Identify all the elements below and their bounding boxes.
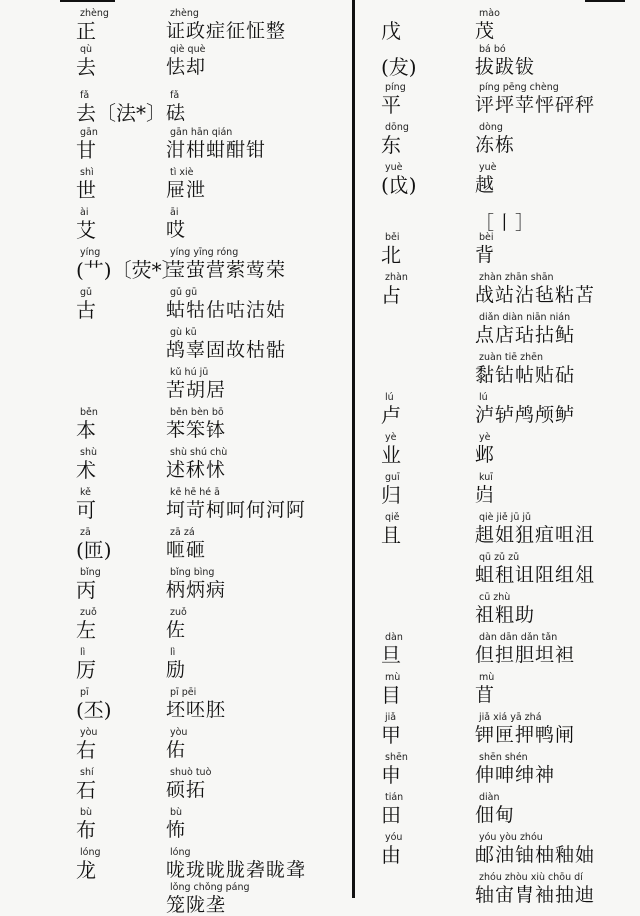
headword-pinyin: guī xyxy=(385,472,400,483)
derived-chars-pinyin: gù kū xyxy=(170,327,197,338)
headword-pinyin: zā xyxy=(80,527,91,538)
headword-pinyin: bù xyxy=(80,807,93,818)
derived-chars-pinyin: shù shú chù xyxy=(170,447,228,458)
derived-chars: 评坪苹怦砰秤 xyxy=(475,94,596,116)
derived-chars: 苜 xyxy=(475,684,496,706)
derived-chars: 怖 xyxy=(166,819,187,841)
derived-chars: 证政症征怔整 xyxy=(166,20,287,42)
derived-chars-pinyin: píng pēng chèng xyxy=(479,82,559,93)
derived-chars: 邺 xyxy=(475,444,496,466)
headword: 东 xyxy=(381,133,401,157)
headword: 可 xyxy=(76,498,96,522)
derived-chars-pinyin: kuī xyxy=(479,472,493,483)
headword: 北 xyxy=(381,243,401,267)
headword-pinyin: běn xyxy=(80,407,98,418)
derived-chars: 苯笨钵 xyxy=(166,419,227,441)
headword: 旦 xyxy=(381,643,401,667)
headword-pinyin: dōng xyxy=(385,122,409,133)
headword-pinyin: yè xyxy=(385,432,397,443)
headword: 正 xyxy=(76,19,96,43)
headword: 去〔法*〕 xyxy=(76,101,166,125)
derived-chars: 哎 xyxy=(166,219,187,241)
derived-chars: 点店玷拈鲇 xyxy=(475,324,576,346)
headword-pinyin: lú xyxy=(385,392,394,403)
derived-chars: 坷苛柯呵何河阿 xyxy=(166,499,307,521)
derived-chars: 钾匣押鸭闸 xyxy=(475,724,576,746)
headword: 艾 xyxy=(76,218,96,242)
derived-chars: 祖粗助 xyxy=(475,604,536,626)
headword-pinyin: kě xyxy=(80,487,92,498)
derived-chars-pinyin: lǒng chǒng páng xyxy=(170,882,250,893)
derived-chars-pinyin: pī pēi xyxy=(170,687,197,698)
derived-chars-pinyin: gǔ gū xyxy=(170,287,198,298)
headword-pinyin: dàn xyxy=(385,632,403,643)
headword-pinyin: yóu xyxy=(385,832,403,843)
derived-chars: 坯呸胚 xyxy=(166,699,227,721)
headword-pinyin: bǐng xyxy=(80,567,101,578)
headword-pinyin: běi xyxy=(385,232,400,243)
derived-chars-pinyin: yè xyxy=(479,432,491,443)
headword: (戉) xyxy=(381,173,417,197)
derived-chars: 轴宙胄袖抽迪 xyxy=(475,884,596,906)
headword: 归 xyxy=(381,483,401,507)
headword: (匝) xyxy=(76,538,112,562)
headword-pinyin: shù xyxy=(80,447,97,458)
derived-chars-pinyin: lóng xyxy=(170,847,191,858)
headword: 厉 xyxy=(76,658,96,682)
derived-chars-pinyin: yuè xyxy=(479,162,497,173)
headword: 申 xyxy=(381,763,401,787)
derived-chars: 伸呻绅神 xyxy=(475,764,556,786)
headword-pinyin: pī xyxy=(80,687,89,698)
derived-chars: 趄姐狙疽咀沮 xyxy=(475,524,596,546)
headword: 布 xyxy=(76,818,96,842)
headword: 龙 xyxy=(76,858,96,882)
derived-chars-pinyin: kǔ hú jū xyxy=(170,367,209,378)
derived-chars: ［丨］ xyxy=(475,212,536,234)
headword-pinyin: yòu xyxy=(80,727,98,738)
derived-chars-pinyin: mào xyxy=(479,8,500,19)
derived-chars-pinyin: zuǒ xyxy=(170,607,187,618)
headword-pinyin: zuǒ xyxy=(80,607,97,618)
derived-chars: 邮油铀柚釉妯 xyxy=(475,844,596,866)
derived-chars: 屉泄 xyxy=(166,179,207,201)
headword-pinyin: fǎ xyxy=(80,90,90,101)
derived-chars-pinyin: fǎ xyxy=(170,90,180,101)
headword: 平 xyxy=(381,93,401,117)
derived-chars: 佐 xyxy=(166,619,187,641)
derived-chars: 硕拓 xyxy=(166,779,207,801)
derived-chars-pinyin: qū zǔ zǔ xyxy=(479,552,520,563)
derived-chars: 背 xyxy=(475,244,496,266)
derived-chars-pinyin: bù xyxy=(170,807,183,818)
headword-pinyin: qiě xyxy=(385,512,400,523)
headword: 占 xyxy=(381,283,401,307)
derived-chars-pinyin: běn bèn bō xyxy=(170,407,224,418)
headword-pinyin: shì xyxy=(80,167,94,178)
derived-chars-pinyin: shēn shén xyxy=(479,752,528,763)
derived-chars-pinyin: bèi xyxy=(479,232,494,243)
derived-chars-pinyin: bá bó xyxy=(479,44,506,55)
derived-chars-pinyin: zā zá xyxy=(170,527,195,538)
derived-chars-pinyin: qiè jiě jū jǔ xyxy=(479,512,532,523)
derived-chars: 佑 xyxy=(166,739,187,761)
derived-chars-pinyin: yòu xyxy=(170,727,188,738)
headword: 卢 xyxy=(381,403,401,427)
headword-pinyin: gān xyxy=(80,127,98,138)
headword: 右 xyxy=(76,738,96,762)
derived-chars-pinyin: jiǎ xiá yā zhá xyxy=(479,712,542,723)
derived-chars-pinyin: dòng xyxy=(479,122,503,133)
headword: (丕) xyxy=(76,698,112,722)
headword-pinyin: ài xyxy=(80,207,89,218)
derived-chars: 苦胡居 xyxy=(166,379,227,401)
headword-pinyin: mù xyxy=(385,672,401,683)
derived-chars: 励 xyxy=(166,659,187,681)
headword-pinyin: gǔ xyxy=(80,287,93,298)
right-column xyxy=(355,0,640,906)
derived-chars-pinyin: bǐng bìng xyxy=(170,567,215,578)
derived-chars: 但担胆坦袒 xyxy=(475,644,576,666)
derived-chars: 述秫怵 xyxy=(166,459,227,481)
headword: 丙 xyxy=(76,578,96,602)
derived-chars: 蛄牯估咕沽姑 xyxy=(166,299,287,321)
derived-chars-pinyin: mù xyxy=(479,672,495,683)
headword: 田 xyxy=(381,803,401,827)
headword-pinyin: zhàn xyxy=(385,272,408,283)
headword: 戊 xyxy=(381,19,401,43)
derived-chars: 莹萤营萦莺荣 xyxy=(166,259,287,281)
headword: 去 xyxy=(76,55,96,79)
headword: 石 xyxy=(76,778,96,802)
derived-chars: 黏钻帖贴砧 xyxy=(475,364,576,386)
headword-pinyin: lóng xyxy=(80,847,101,858)
headword-pinyin: píng xyxy=(385,82,406,93)
headword: 且 xyxy=(381,523,401,547)
headword: 术 xyxy=(76,458,96,482)
derived-chars-pinyin: lú xyxy=(479,392,488,403)
headword: 古 xyxy=(76,298,96,322)
derived-chars-pinyin: dàn dān dǎn tǎn xyxy=(479,632,558,643)
derived-chars: 泔柑蚶酣钳 xyxy=(166,139,267,161)
derived-chars-pinyin: cū zhù xyxy=(479,592,511,603)
derived-chars: 茂 xyxy=(475,20,496,42)
headword: 甲 xyxy=(381,723,401,747)
derived-chars: 冻栋 xyxy=(475,134,516,156)
derived-chars: 怯却 xyxy=(166,56,207,78)
derived-chars-pinyin: yóu yòu zhóu xyxy=(479,832,543,843)
headword-pinyin: lì xyxy=(80,647,86,658)
derived-chars: 岿 xyxy=(475,484,496,506)
derived-chars: 柄炳病 xyxy=(166,579,227,601)
derived-chars-pinyin: zhóu zhòu xiù chōu dí xyxy=(479,872,583,883)
derived-chars-pinyin: lì xyxy=(170,647,176,658)
headword-pinyin: yuè xyxy=(385,162,403,173)
headword: 甘 xyxy=(76,138,96,162)
derived-chars-pinyin: tì xiè xyxy=(170,167,194,178)
headword-pinyin: jiǎ xyxy=(385,712,397,723)
derived-chars-pinyin: diàn xyxy=(479,792,500,803)
headword-pinyin: yíng xyxy=(80,247,101,258)
derived-chars: 咙珑昽胧砻眬聋 xyxy=(166,859,307,881)
derived-chars: 越 xyxy=(475,174,496,196)
headword-pinyin: shēn xyxy=(385,752,408,763)
derived-chars-pinyin: diǎn diàn niān nián xyxy=(479,312,571,323)
headword-pinyin: shí xyxy=(80,767,94,778)
derived-chars: 泸轳鸬颅鲈 xyxy=(475,404,576,426)
derived-chars: 咂砸 xyxy=(166,539,207,561)
derived-chars: 砝 xyxy=(166,102,187,124)
derived-chars: 战站沾毡粘苫 xyxy=(475,284,596,306)
derived-chars-pinyin: zhèng xyxy=(170,8,199,19)
derived-chars-pinyin: zhàn zhān shān xyxy=(479,272,554,283)
derived-chars-pinyin: āi xyxy=(170,207,179,218)
derived-chars-pinyin: kē hē hé ā xyxy=(170,487,220,498)
derived-chars-pinyin: yíng yīng róng xyxy=(170,247,239,258)
headword: (艹)〔荧*〕 xyxy=(76,258,182,282)
headword: 本 xyxy=(76,418,96,442)
derived-chars-pinyin: shuò tuò xyxy=(170,767,212,778)
derived-chars: 鸪辜固故枯骷 xyxy=(166,339,287,361)
headword: 左 xyxy=(76,618,96,642)
headword: (犮) xyxy=(381,55,417,79)
headword-pinyin: zhèng xyxy=(80,8,109,19)
headword-pinyin: tián xyxy=(385,792,404,803)
derived-chars-pinyin: qiè què xyxy=(170,44,206,55)
derived-chars: 拔跋钹 xyxy=(475,56,536,78)
headword: 世 xyxy=(76,178,96,202)
derived-chars-pinyin: zuàn tiē zhēn xyxy=(479,352,543,363)
derived-chars-pinyin: gān hān qián xyxy=(170,127,233,138)
headword-pinyin: qù xyxy=(80,44,93,55)
headword: 业 xyxy=(381,443,401,467)
headword: 由 xyxy=(381,843,401,867)
headword: 目 xyxy=(381,683,401,707)
derived-chars: 佃甸 xyxy=(475,804,516,826)
derived-chars: 蛆租诅阻组俎 xyxy=(475,564,596,586)
derived-chars: 笼陇垄 xyxy=(166,894,227,916)
